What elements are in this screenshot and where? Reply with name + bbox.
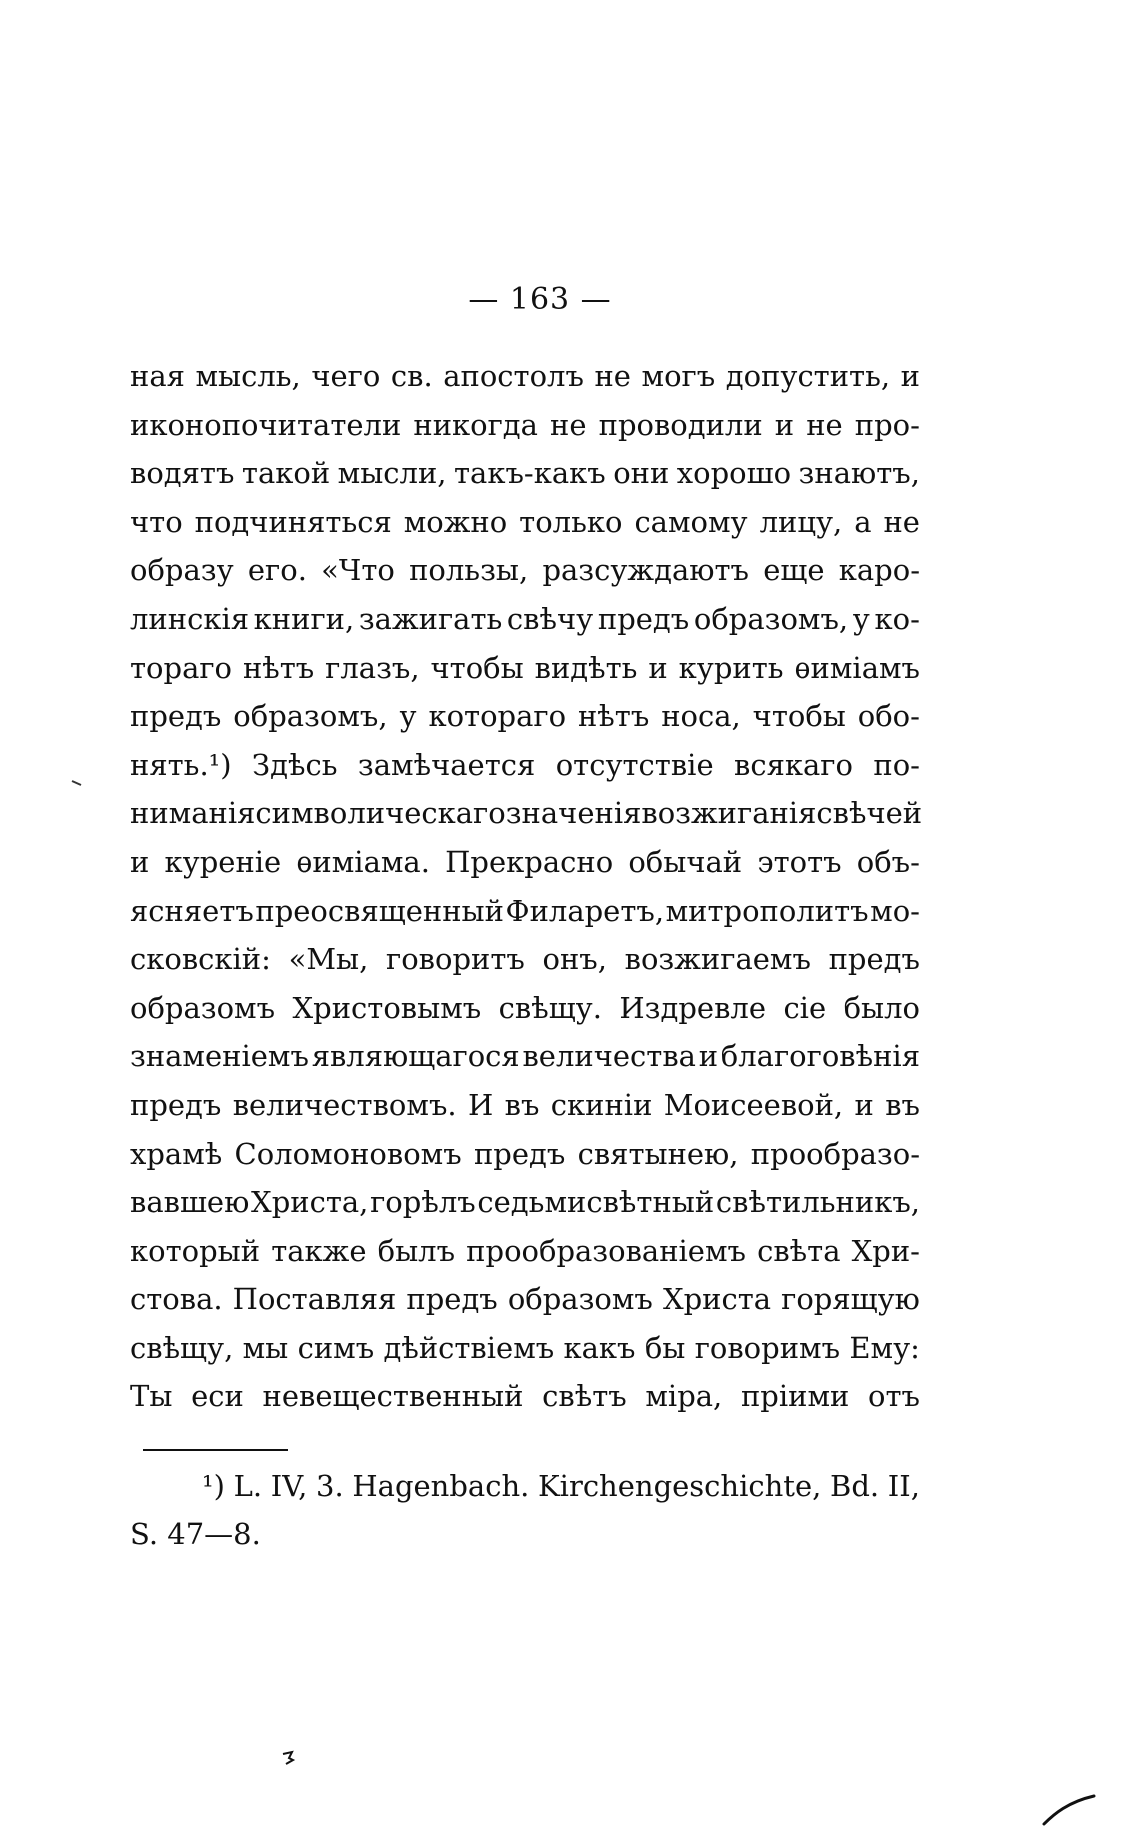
word: Христа — [662, 1282, 772, 1317]
word: котораго — [428, 699, 567, 734]
word: знаютъ, — [798, 456, 920, 491]
word: прообразо- — [750, 1136, 920, 1171]
word: носа, — [661, 699, 741, 734]
word: Христа, — [251, 1185, 369, 1220]
text-line — [130, 1372, 920, 1421]
text-line — [130, 1178, 920, 1227]
word: разсуждаютъ — [542, 553, 749, 588]
word: Здѣсь — [252, 747, 338, 782]
word: ясняетъ — [130, 893, 254, 928]
word: не — [550, 407, 587, 442]
word: у — [852, 601, 870, 636]
text-line — [130, 838, 920, 887]
word: св. — [390, 359, 433, 393]
word: тораго — [130, 650, 233, 685]
word: водятъ — [130, 456, 235, 491]
word: обо- — [857, 699, 920, 734]
word: сіе — [783, 990, 827, 1025]
word: седьмисвѣтный — [477, 1185, 715, 1220]
word: подчиняться — [194, 504, 392, 539]
word: проводили — [598, 407, 763, 442]
word: видѣть — [534, 650, 638, 685]
word: такъ-какъ — [454, 456, 606, 491]
word: предъ — [130, 699, 222, 734]
word: Филаретъ, — [505, 893, 665, 928]
word: величествомъ. — [232, 1087, 457, 1122]
text-line — [130, 352, 920, 401]
word: преосвященный — [255, 893, 504, 928]
word: предъ — [130, 1087, 222, 1122]
word: который — [130, 1233, 261, 1268]
word: мысль, — [195, 359, 301, 393]
word: его. — [247, 553, 307, 588]
page-number: — 163 — — [468, 282, 612, 317]
word: свѣщу. — [498, 990, 602, 1025]
word: линскія — [130, 601, 250, 636]
word: ѳиміамъ — [794, 650, 920, 685]
word: нѣтъ — [242, 650, 315, 685]
word: каро- — [838, 553, 920, 588]
word: и — [774, 407, 795, 442]
word: лицу, — [759, 504, 843, 539]
scan-pen-stroke-mark — [1040, 1790, 1100, 1830]
word: что — [130, 504, 183, 539]
word: и — [900, 359, 920, 393]
text-line — [130, 692, 920, 741]
word: предъ — [473, 1136, 566, 1171]
word: отъ — [868, 1379, 920, 1414]
word: куреніе — [164, 844, 282, 879]
word: Издревле — [619, 990, 766, 1025]
text-line — [130, 401, 920, 450]
word: ѳиміама. — [296, 844, 430, 879]
text-line — [130, 1227, 920, 1276]
word: книги, — [253, 601, 355, 636]
word: дѣйствіемъ — [383, 1330, 555, 1365]
word: какъ — [563, 1330, 636, 1365]
text-line — [130, 1130, 920, 1179]
word: отсутствіе — [555, 747, 714, 782]
word: мы — [242, 1330, 289, 1365]
footnote-divider — [143, 1449, 288, 1451]
word: также — [271, 1233, 367, 1268]
footnote-marker: ¹) — [202, 1469, 225, 1503]
word: являющагося — [311, 1039, 520, 1074]
word: по- — [873, 747, 920, 782]
word: образу — [130, 553, 234, 588]
scan-dash-mark — [70, 778, 84, 788]
footnote-line-1 — [130, 1462, 920, 1510]
word: Ты — [130, 1379, 173, 1414]
text-line — [130, 1275, 920, 1324]
word: предъ — [406, 1282, 498, 1317]
word: ниманія — [130, 796, 256, 831]
word: свѣчу — [506, 601, 594, 636]
word: скиніи — [550, 1087, 653, 1122]
word: митрополитъ — [665, 893, 869, 928]
word: сковскій: — [130, 942, 271, 977]
word: въ — [504, 1087, 540, 1122]
word: а — [854, 504, 872, 539]
word: образомъ — [507, 1282, 653, 1317]
footnote-text: S. 47—8. — [130, 1517, 261, 1551]
word: свѣщу, — [130, 1330, 234, 1365]
word: Соломоновомъ — [234, 1136, 462, 1171]
word: возжигаемъ — [624, 942, 811, 977]
word: еси — [191, 1379, 244, 1414]
text-line — [130, 887, 920, 936]
word: еще — [763, 553, 825, 588]
word: онъ, — [542, 942, 607, 977]
word: глазъ, — [325, 650, 420, 685]
word: не — [883, 504, 920, 539]
word: пріими — [740, 1379, 850, 1414]
word: замѣчается — [357, 747, 536, 782]
word: мо- — [870, 893, 920, 928]
word: только — [519, 504, 623, 539]
word: обычай — [628, 844, 743, 879]
word: чего — [311, 359, 381, 393]
word: предъ — [828, 942, 920, 977]
word: нѣтъ — [577, 699, 650, 734]
word: симъ — [297, 1330, 375, 1365]
word: Прекрасно — [445, 844, 614, 879]
word: и — [854, 1087, 874, 1122]
word: никогда — [413, 407, 538, 442]
word: нять.¹) — [130, 747, 232, 782]
word: вавшею — [130, 1185, 250, 1220]
text-line — [130, 546, 920, 595]
text-line — [130, 1081, 920, 1130]
word: пользы, — [409, 553, 529, 588]
word: величества — [522, 1039, 696, 1074]
word: ная — [130, 359, 185, 393]
word: объ- — [856, 844, 920, 879]
word: чтобы — [752, 699, 846, 734]
text-line — [130, 644, 920, 693]
scan-speck-mark — [280, 1750, 296, 1770]
word: свѣчей — [816, 796, 923, 831]
word: всякаго — [734, 747, 853, 782]
word: и — [648, 650, 668, 685]
word: мысли, — [337, 456, 447, 491]
word: этотъ — [757, 844, 842, 879]
word: свѣтильникъ, — [715, 1185, 920, 1220]
footnote-word: Kirchengeschichte, — [538, 1469, 822, 1503]
word: про- — [854, 407, 920, 442]
text-line — [130, 935, 920, 984]
word: Хри- — [851, 1233, 920, 1268]
word: стова. — [130, 1282, 223, 1317]
word: иконопочитатели — [130, 407, 402, 442]
word: не — [806, 407, 843, 442]
footnote — [130, 1462, 920, 1558]
word: было — [843, 990, 920, 1025]
text-line — [130, 789, 923, 838]
word: образомъ, — [693, 601, 849, 636]
text-line — [130, 498, 920, 547]
word: И — [467, 1087, 494, 1122]
word: они — [613, 456, 670, 491]
word: зажигать — [358, 601, 503, 636]
word: «Мы, — [288, 942, 369, 977]
word: міра, — [645, 1379, 723, 1414]
word: свѣта — [757, 1233, 841, 1268]
word: прообразованіемъ — [466, 1233, 746, 1268]
word: можно — [403, 504, 508, 539]
word: чтобы — [430, 650, 524, 685]
word: святынею, — [577, 1136, 739, 1171]
main-text — [130, 352, 923, 1421]
footnote-word: Bd. — [830, 1469, 880, 1503]
footnote-line-2 — [130, 1510, 920, 1558]
word: допустить, — [725, 359, 891, 393]
word: и — [130, 844, 150, 879]
word: курить — [678, 650, 784, 685]
word: Поставляя — [232, 1282, 397, 1317]
word: предъ — [597, 601, 690, 636]
word: благоговѣнія — [720, 1039, 920, 1074]
text-line — [130, 984, 920, 1033]
word: самому — [634, 504, 748, 539]
text-line — [130, 741, 920, 790]
word: храмѣ — [130, 1136, 223, 1171]
word: невещественный — [262, 1379, 524, 1414]
word: такой — [241, 456, 331, 491]
footnote-word: Hagenbach. — [352, 1469, 530, 1503]
word: въ — [885, 1087, 920, 1122]
footnote-word: IV, — [270, 1469, 308, 1503]
word: говоримъ — [694, 1330, 841, 1365]
word: и — [698, 1039, 719, 1074]
word: ко- — [874, 601, 920, 636]
word: символическаго — [255, 796, 506, 831]
word: могъ — [641, 359, 716, 393]
text-line — [130, 595, 920, 644]
footnote-word: II, — [887, 1469, 920, 1503]
word: апостолъ — [443, 359, 584, 393]
word: не — [594, 359, 631, 393]
word: говоритъ — [386, 942, 525, 977]
word: «Что — [321, 553, 395, 588]
word: значенія — [505, 796, 642, 831]
word: знаменіемъ — [130, 1039, 309, 1074]
word: Ему: — [849, 1330, 920, 1365]
text-line — [130, 449, 920, 498]
text-line — [130, 1032, 920, 1081]
footnote-word: 3. — [316, 1469, 344, 1503]
footnote-word: L. — [233, 1469, 263, 1503]
word: бы — [644, 1330, 686, 1365]
word: возжиганія — [641, 796, 817, 831]
word: Моисеевой, — [663, 1087, 844, 1122]
word: Христовымъ — [292, 990, 482, 1025]
word: свѣтъ — [542, 1379, 627, 1414]
word: образомъ — [130, 990, 276, 1025]
word: горящую — [781, 1282, 920, 1317]
word: былъ — [377, 1233, 456, 1268]
text-line — [130, 1324, 920, 1373]
word: хорошо — [676, 456, 792, 491]
word: горѣлъ — [370, 1185, 476, 1220]
word: у — [399, 699, 417, 734]
word: образомъ, — [233, 699, 388, 734]
